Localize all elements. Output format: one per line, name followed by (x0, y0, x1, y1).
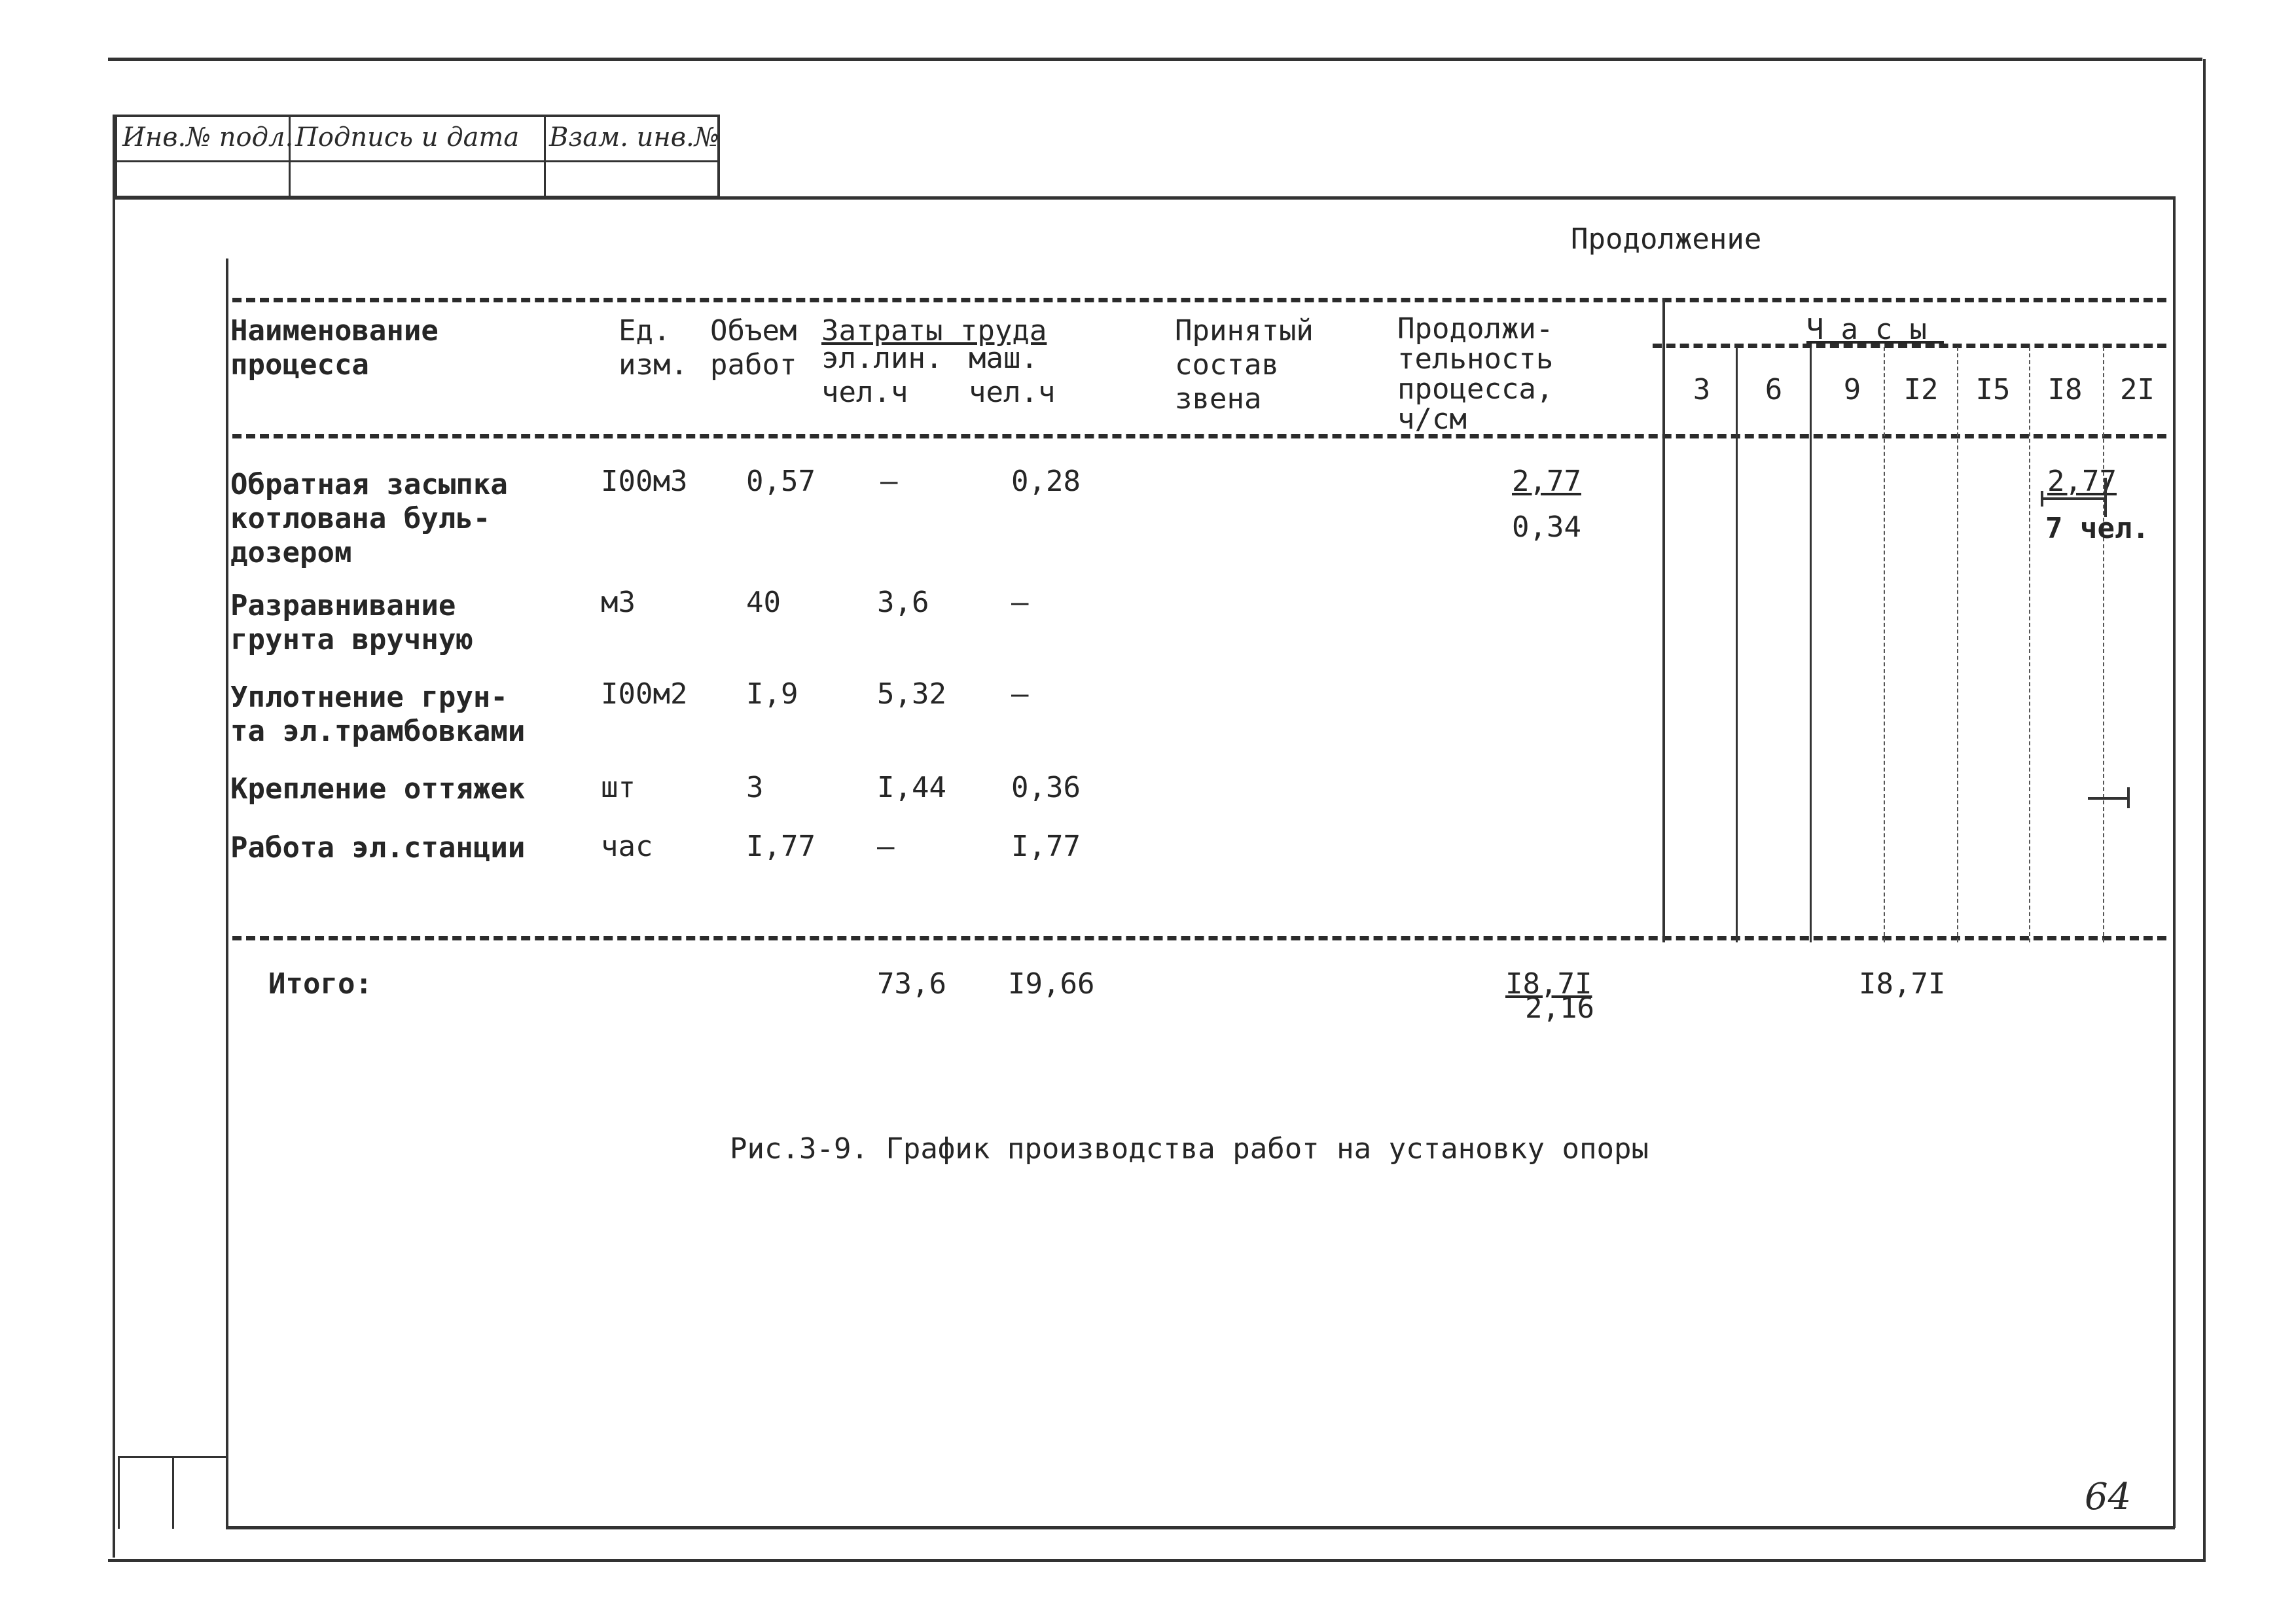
table-header-top-line (232, 298, 2166, 302)
row-3-volume: I,9 (746, 677, 798, 711)
row-1-duration-bottom: 0,34 (1512, 510, 1581, 544)
row-2-el-lin: 3,6 (877, 586, 929, 619)
stamp-cell-signature-date: Подпись и дата (295, 122, 520, 152)
gantt-annotation-bottom: 7 чел. (2045, 512, 2149, 545)
row-2-name: Разравнивание грунта вручную (230, 589, 473, 656)
margin-stamp (118, 1456, 228, 1529)
stamp-block (115, 115, 720, 198)
figure-caption: Рис.3-9. График производства работ на установку опоры (730, 1132, 1649, 1166)
frame-left-line (113, 115, 115, 1558)
row-3-unit: I00м2 (601, 677, 688, 711)
gantt-annotation-top: 2,77 (2047, 465, 2117, 498)
gantt-bar-row-4 (2088, 797, 2128, 800)
total-label: Итого: (268, 967, 372, 1001)
stamp-divider-row (117, 160, 717, 162)
gantt-divider-6 (2103, 347, 2104, 942)
hour-label-15: I5 (1975, 373, 2011, 406)
row-4-mash: 0,36 (1011, 771, 1081, 804)
gantt-bar-row-4-tick (2127, 787, 2130, 808)
hour-label-9: 9 (1843, 373, 1861, 406)
frame-right-line (2203, 59, 2206, 1560)
row-2-volume: 40 (746, 586, 781, 619)
row-5-mash: I,77 (1011, 830, 1081, 863)
row-4-volume: 3 (746, 771, 764, 804)
gantt-divider-5 (2029, 347, 2030, 942)
inner-frame-bottom (226, 1526, 2175, 1529)
total-duration-bottom: 2,16 (1525, 991, 1594, 1025)
chart-left-border (1662, 298, 1665, 942)
row-5-unit: час (601, 830, 653, 863)
row-4-unit: шт (601, 771, 636, 804)
row-1-name: Обратная засыпка котлована буль- дозером (230, 468, 508, 569)
header-mash: маш. чел.ч (969, 342, 1056, 409)
header-duration: Продолжи- тельность процесса, ч/см (1397, 312, 1554, 436)
header-crew: Принятый состав звена (1175, 314, 1314, 416)
header-unit: Ед. изм. (619, 314, 688, 382)
gantt-divider-1 (1736, 347, 1738, 942)
total-mash: I9,66 (1008, 967, 1095, 1001)
row-2-unit: м3 (601, 586, 636, 619)
continuation-label: Продолжение (1571, 223, 1762, 256)
row-3-name: Уплотнение грун- та эл.трамбовками (230, 681, 526, 748)
row-5-name: Работа эл.станции (230, 831, 526, 865)
row-1-el-lin: – (880, 465, 898, 498)
hour-label-21: 2I (2120, 373, 2155, 406)
header-volume: Объем работ (710, 314, 797, 382)
gantt-divider-4 (1957, 347, 1958, 942)
total-duration-top: I8,7I (1505, 967, 1592, 1001)
row-3-mash: – (1011, 677, 1029, 711)
gantt-bar-row-1 (2041, 497, 2106, 500)
page-number: 64 (2085, 1476, 2132, 1518)
row-1-duration-top: 2,77 (1512, 465, 1581, 498)
row-5-el-lin: – (877, 830, 895, 863)
inner-frame-left (226, 259, 228, 1528)
gantt-divider-2 (1810, 347, 1812, 942)
row-3-el-lin: 5,32 (877, 677, 946, 711)
hour-label-3: 3 (1693, 373, 1711, 406)
gantt-divider-3 (1884, 347, 1885, 942)
total-el-lin: 73,6 (877, 967, 946, 1001)
hour-label-12: I2 (1903, 373, 1939, 406)
table-header-bottom-line (232, 434, 2166, 438)
header-el-lin: эл.лин. чел.ч (821, 342, 943, 409)
row-1-volume: 0,57 (746, 465, 816, 498)
stamp-cell-vzam-inv: Взам. инв.№ (549, 122, 719, 152)
frame-top-line (108, 58, 2202, 61)
row-1-unit: I00м3 (601, 465, 688, 498)
inner-frame-right (2173, 196, 2176, 1528)
hour-label-6: 6 (1765, 373, 1783, 406)
header-name: Наименование процесса (230, 314, 439, 382)
row-1-mash: 0,28 (1011, 465, 1081, 498)
row-4-name: Крепление оттяжек (230, 772, 526, 806)
table-body-bottom-line (232, 936, 2166, 940)
total-hours: I8,7I (1859, 967, 1946, 1001)
header-labor-cost: Затраты труда (821, 314, 1047, 348)
stamp-divider-2 (544, 117, 546, 196)
hour-label-18: I8 (2047, 373, 2083, 406)
header-hours-title: Часы (1806, 313, 1944, 346)
gantt-bar-row-1-tick-left (2041, 491, 2043, 507)
row-4-el-lin: I,44 (877, 771, 946, 804)
row-2-mash: – (1011, 586, 1029, 619)
margin-stamp-divider (172, 1458, 174, 1529)
row-5-volume: I,77 (746, 830, 816, 863)
stamp-cell-inv-podl: Инв.№ подл. (122, 122, 294, 152)
gantt-bar-row-1-tick-right (2104, 478, 2107, 517)
frame-bottom-line (108, 1559, 2206, 1562)
